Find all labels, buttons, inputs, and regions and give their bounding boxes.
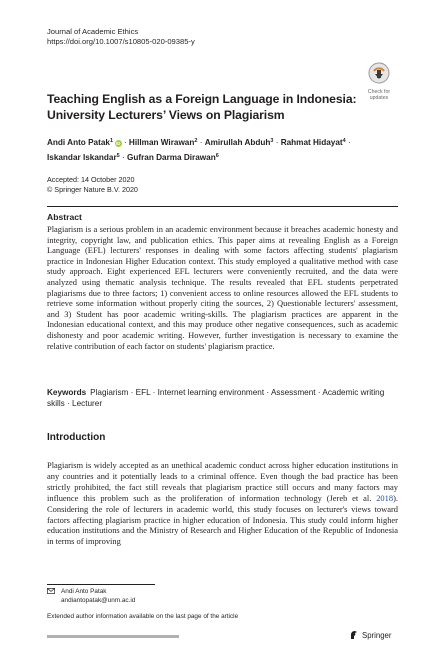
article-title: Teaching English as a Foreign Language in Indonesia: University Lecturers’ Views on Plagiarism (47, 92, 357, 122)
corresponding-author-footnote (47, 588, 135, 606)
author-separator: · (197, 138, 205, 147)
corresponding-author-name: Andi Anto Patak (61, 588, 107, 595)
envelope-icon (47, 588, 61, 597)
author-separator: · (273, 138, 281, 147)
journal-doi-link[interactable]: https://doi.org/10.1007/s10805-020-09385-y (47, 37, 195, 46)
author-name-text: Hillman Wirawan (128, 138, 195, 147)
check-for-updates-label: Check for updates (367, 89, 391, 101)
keywords-text: Plagiarism · EFL · Internet learning environment · Assessment · Academic writing skills · Lecturer (47, 388, 385, 408)
author-name-text: Rahmat Hidayat (280, 138, 343, 147)
author-name[interactable] (127, 153, 219, 162)
footnote-divider (47, 584, 155, 585)
keywords-label: Keywords (47, 388, 87, 397)
author-name[interactable] (129, 138, 198, 147)
check-for-updates-icon (368, 62, 390, 84)
author-name-text: Andi Anto Patak (47, 138, 110, 147)
keywords (47, 388, 398, 409)
author-separator: · (119, 152, 127, 162)
author-name[interactable] (205, 138, 274, 147)
author-affiliation-number: 5 (116, 152, 120, 159)
author-name[interactable] (281, 138, 346, 147)
author-name-text: Iskandar Iskandar (47, 152, 117, 162)
author-affiliation-number: 4 (342, 138, 346, 144)
introduction-text (47, 460, 398, 547)
author-affiliation-number: 1 (109, 138, 113, 144)
citation-link[interactable]: 2018 (376, 492, 394, 503)
introduction-text-part-1: Plagiarism is widely accepted as an unethical academic conduct across higher education institutions in any countries and it potentially leads to a criminal offence. Even though the bad practice has been strictly prohibited, the fact still reveals that plagiarism practice still occurs and many factors may influence this problem such as the proliferation of information technology (Jereb et al. (47, 460, 398, 503)
publication-info-line (47, 633, 179, 643)
accepted-date: Accepted: 14 October 2020 (47, 175, 135, 184)
author-name[interactable] (47, 153, 120, 162)
check-for-updates-badge[interactable] (363, 62, 395, 101)
author-list (47, 135, 387, 164)
author-name[interactable] (47, 138, 122, 147)
journal-name: Journal of Academic Ethics (47, 27, 139, 36)
springer-horse-icon (349, 630, 359, 640)
author-name-text: Amirullah Abduh (204, 138, 271, 147)
introduction-text-part-2: ). Considering the role of lecturers in academic world, this study focuses on lecturer's views toward factors affecting plagiarism practice in higher education of Indonesia. This study could inform higher education institutions and the Ministry of Research and Higher Education of the Republic of Indonesia in terms of improving (47, 492, 398, 547)
journal-header (47, 27, 195, 47)
author-affiliation-number: 2 (194, 138, 198, 144)
copyright-line: © Springer Nature B.V. 2020 (47, 184, 138, 194)
author-affiliation-number: 6 (215, 152, 219, 159)
author-affiliation-number: 3 (270, 138, 274, 144)
abstract-heading: Abstract (47, 212, 82, 222)
corresponding-author-email[interactable]: andiantopatak@unm.ac.id (61, 597, 136, 605)
author-separator: · (121, 138, 129, 147)
extended-author-info: Extended author information available on the last page of the article (47, 613, 239, 620)
springer-logo (349, 630, 391, 640)
author-name-text: Gufran Darma Dirawan (126, 152, 216, 162)
springer-wordmark: Springer (362, 630, 392, 640)
publication-info-graphic (47, 633, 179, 641)
header-divider (47, 206, 398, 207)
author-separator: · (345, 138, 351, 147)
publication-dates (47, 175, 138, 194)
abstract-text: Plagiarism is a serious problem in an academic environment because it breaches academic honesty and integrity, copyright law, and publication ethics. This paper aims at revealing English as a Foreign Language (EFL) lecturers' responses in dealing with some factors affecting students' plagiarism practice in Indonesian Higher Education context. This study employed a qualitative method with case study approach. Eight experienced EFL lecturers were conveniently recruited, and the data were analyzed using thematic analysis technique. The results revealed that EFL students perpetrated plagiarisms due to three factors; 1) convenient access to online resources allowed the EFL students to retrieve some information without properly citing the sources, 2) Questionable lecturers' assessment, and 3) Student has poor academic writing-skills. The plagiarism practices are apparent in the Indonesian educational context, and this may produce other negative consequences, such as academic dishonesty and poor academic writing. However, further investigation is necessary to examine the relative contribution of each factor on students' plagiarism practice. (47, 224, 398, 351)
introduction-heading: Introduction (47, 432, 106, 443)
orcid-icon[interactable]: iD (115, 141, 121, 146)
